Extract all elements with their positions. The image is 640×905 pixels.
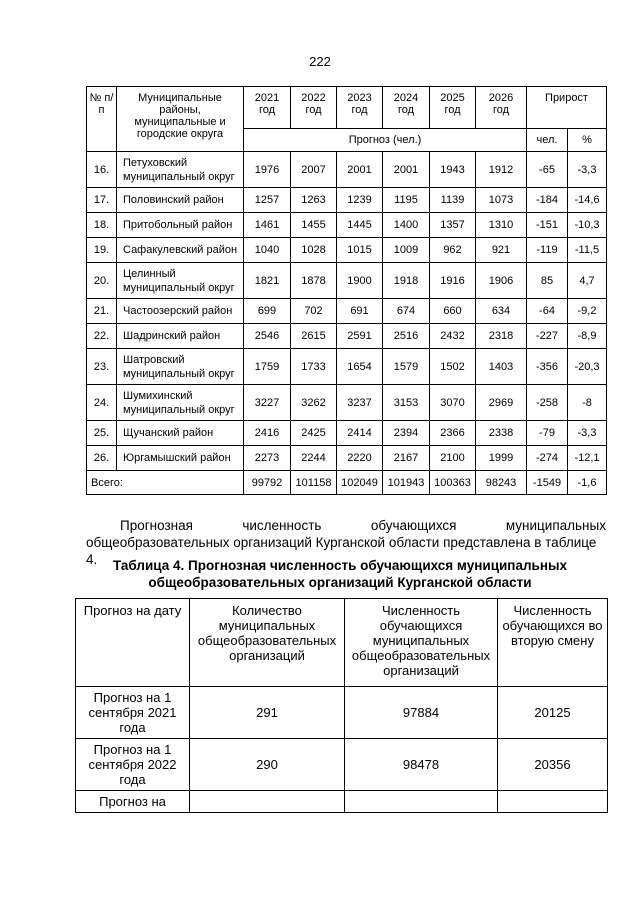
- year-value: 1239: [337, 188, 383, 213]
- district-name: Половинский район: [117, 188, 244, 213]
- growth-pct-value: -3,3: [568, 421, 607, 446]
- paragraph-word: Прогнозная: [120, 518, 193, 533]
- growth-abs-value: -119: [527, 238, 568, 263]
- year-value: 1195: [383, 188, 430, 213]
- year-value: 1445: [337, 213, 383, 238]
- paragraph-word: численность: [242, 518, 322, 533]
- total-value: 99792: [244, 471, 291, 495]
- total-value: -1549: [527, 471, 568, 495]
- year-value: 2100: [430, 446, 476, 471]
- district-name: Шадринский район: [117, 324, 244, 349]
- table-row: [87, 385, 607, 421]
- year-value: 660: [430, 299, 476, 324]
- growth-abs-value: 85: [527, 263, 568, 299]
- growth-abs-value: -64: [527, 299, 568, 324]
- paragraph-line-2: общеобразовательных организаций Курганской области представлена в таблице 4.: [86, 535, 597, 567]
- year-value: 962: [430, 238, 476, 263]
- year-value: 1916: [430, 263, 476, 299]
- table-row: [87, 213, 607, 238]
- table-row: [87, 421, 607, 446]
- year-value: 921: [476, 238, 527, 263]
- district-name: Шатровский муниципальный округ: [117, 349, 244, 385]
- t4-row-students: [345, 791, 498, 813]
- row-number: 24.: [87, 385, 117, 421]
- year-value: 1976: [244, 152, 291, 188]
- district-name: Сафакулевский район: [117, 238, 244, 263]
- growth-abs-value: -65: [527, 152, 568, 188]
- district-name: Целинный муниципальный округ: [117, 263, 244, 299]
- growth-pct-value: -8: [568, 385, 607, 421]
- header-district: Муниципальные районы, муниципальные и городские округа: [117, 87, 244, 152]
- year-value: 1040: [244, 238, 291, 263]
- header-year-2025: 2025 год: [430, 87, 476, 129]
- table-row: [87, 152, 607, 188]
- year-value: 2001: [383, 152, 430, 188]
- year-value: 702: [291, 299, 337, 324]
- year-value: 2414: [337, 421, 383, 446]
- growth-abs-value: -274: [527, 446, 568, 471]
- total-label: Всего:: [87, 471, 244, 495]
- total-value: 101943: [383, 471, 430, 495]
- paragraph-word: муниципальных: [505, 518, 606, 533]
- district-forecast-table: [86, 86, 607, 495]
- t4-row-count: 290: [190, 739, 345, 791]
- table-row: [76, 739, 608, 791]
- year-value: 2007: [291, 152, 337, 188]
- row-number: 23.: [87, 349, 117, 385]
- year-value: 1918: [383, 263, 430, 299]
- growth-pct-value: -8,9: [568, 324, 607, 349]
- year-value: 1461: [244, 213, 291, 238]
- growth-pct-value: -12,1: [568, 446, 607, 471]
- district-name: Щучанский район: [117, 421, 244, 446]
- t4-header-date: Прогноз на дату: [76, 599, 190, 687]
- growth-pct-value: -10,3: [568, 213, 607, 238]
- year-value: 1028: [291, 238, 337, 263]
- year-value: 1900: [337, 263, 383, 299]
- year-value: 2546: [244, 324, 291, 349]
- t4-row-second-shift: 20356: [498, 739, 608, 791]
- t4-row-count: 291: [190, 687, 345, 739]
- year-value: 1759: [244, 349, 291, 385]
- year-value: 634: [476, 299, 527, 324]
- t4-row-label: Прогноз на 1 сентября 2021 года: [76, 687, 190, 739]
- header-year-2021: 2021 год: [244, 87, 291, 129]
- caption-line-1: Таблица 4. Прогнозная численность обучающихся муниципальных: [112, 558, 568, 573]
- total-value: -1,6: [568, 471, 607, 495]
- growth-pct-value: 4,7: [568, 263, 607, 299]
- year-value: 1878: [291, 263, 337, 299]
- t4-header-students: Численность обучающихся муниципальных общеобразовательных организаций: [345, 599, 498, 687]
- t4-row-second-shift: [498, 791, 608, 813]
- year-value: 1654: [337, 349, 383, 385]
- year-value: 1357: [430, 213, 476, 238]
- t4-row-second-shift: 20125: [498, 687, 608, 739]
- header-growth-abs: чел.: [527, 129, 568, 152]
- year-value: 2318: [476, 324, 527, 349]
- year-value: 2969: [476, 385, 527, 421]
- t4-row-count: [190, 791, 345, 813]
- year-value: 2432: [430, 324, 476, 349]
- table-row: [87, 299, 607, 324]
- total-value: 102049: [337, 471, 383, 495]
- year-value: 1400: [383, 213, 430, 238]
- year-value: 674: [383, 299, 430, 324]
- year-value: 2167: [383, 446, 430, 471]
- year-value: 3070: [430, 385, 476, 421]
- row-number: 17.: [87, 188, 117, 213]
- header-year-2026: 2026 год: [476, 87, 527, 129]
- year-value: 1502: [430, 349, 476, 385]
- table-row: [76, 791, 608, 813]
- table-row: [87, 349, 607, 385]
- year-value: 691: [337, 299, 383, 324]
- district-name: Притобольный район: [117, 213, 244, 238]
- growth-abs-value: -79: [527, 421, 568, 446]
- year-value: 2273: [244, 446, 291, 471]
- year-value: 2615: [291, 324, 337, 349]
- year-value: 3153: [383, 385, 430, 421]
- growth-abs-value: -227: [527, 324, 568, 349]
- growth-pct-value: -9,2: [568, 299, 607, 324]
- row-number: 22.: [87, 324, 117, 349]
- year-value: 1943: [430, 152, 476, 188]
- t4-header-orgs: Количество муниципальных общеобразовательных организаций: [190, 599, 345, 687]
- year-value: 3262: [291, 385, 337, 421]
- growth-pct-value: -14,6: [568, 188, 607, 213]
- district-name: Шумихинский муниципальный округ: [117, 385, 244, 421]
- header-num: № п/п: [87, 87, 117, 152]
- header-year-2023: 2023 год: [337, 87, 383, 129]
- year-value: 2220: [337, 446, 383, 471]
- growth-abs-value: -356: [527, 349, 568, 385]
- table-row: [87, 446, 607, 471]
- table4-caption: [60, 557, 620, 591]
- year-value: 1139: [430, 188, 476, 213]
- year-value: 1310: [476, 213, 527, 238]
- year-value: 699: [244, 299, 291, 324]
- header-forecast: Прогноз (чел.): [244, 129, 527, 152]
- total-value: 101158: [291, 471, 337, 495]
- year-value: 1906: [476, 263, 527, 299]
- district-name: Петуховский муниципальный округ: [117, 152, 244, 188]
- table-row: [87, 324, 607, 349]
- year-value: 1579: [383, 349, 430, 385]
- growth-pct-value: -11,5: [568, 238, 607, 263]
- year-value: 2394: [383, 421, 430, 446]
- caption-line-2: общеобразовательных организаций Курганской области: [148, 575, 532, 590]
- row-number: 19.: [87, 238, 117, 263]
- year-value: 2244: [291, 446, 337, 471]
- header-year-2022: 2022 год: [291, 87, 337, 129]
- t4-header-second-shift: Численность обучающихся во вторую смену: [498, 599, 608, 687]
- table-row: [87, 263, 607, 299]
- year-value: 2366: [430, 421, 476, 446]
- row-number: 25.: [87, 421, 117, 446]
- year-value: 1999: [476, 446, 527, 471]
- t4-row-students: 97884: [345, 687, 498, 739]
- t4-row-label: Прогноз на 1 сентября 2022 года: [76, 739, 190, 791]
- header-growth-pct: %: [568, 129, 607, 152]
- students-forecast-table: [75, 598, 608, 813]
- header-growth: Прирост: [527, 87, 607, 129]
- year-value: 1912: [476, 152, 527, 188]
- year-value: 2425: [291, 421, 337, 446]
- paragraph-word: обучающихся: [370, 518, 457, 533]
- district-name: Частоозерский район: [117, 299, 244, 324]
- year-value: 1455: [291, 213, 337, 238]
- t4-row-students: 98478: [345, 739, 498, 791]
- growth-pct-value: -20,3: [568, 349, 607, 385]
- year-value: 1403: [476, 349, 527, 385]
- total-value: 100363: [430, 471, 476, 495]
- year-value: 1009: [383, 238, 430, 263]
- growth-abs-value: -184: [527, 188, 568, 213]
- year-value: 2516: [383, 324, 430, 349]
- row-number: 18.: [87, 213, 117, 238]
- year-value: 1821: [244, 263, 291, 299]
- header-year-2024: 2024 год: [383, 87, 430, 129]
- district-name: Юргамышский район: [117, 446, 244, 471]
- total-row: [87, 471, 607, 495]
- table-row: [87, 188, 607, 213]
- year-value: 1257: [244, 188, 291, 213]
- year-value: 2001: [337, 152, 383, 188]
- year-value: 1733: [291, 349, 337, 385]
- year-value: 3227: [244, 385, 291, 421]
- row-number: 26.: [87, 446, 117, 471]
- t4-row-label: Прогноз на: [76, 791, 190, 813]
- year-value: 2416: [244, 421, 291, 446]
- total-value: 98243: [476, 471, 527, 495]
- year-value: 1263: [291, 188, 337, 213]
- year-value: 1073: [476, 188, 527, 213]
- year-value: 3237: [337, 385, 383, 421]
- page-number: 222: [309, 54, 331, 69]
- table-row: [76, 687, 608, 739]
- growth-abs-value: -258: [527, 385, 568, 421]
- year-value: 1015: [337, 238, 383, 263]
- table-row: [87, 238, 607, 263]
- paragraph-line-1: [86, 517, 606, 534]
- year-value: 2591: [337, 324, 383, 349]
- growth-pct-value: -3,3: [568, 152, 607, 188]
- year-value: 2338: [476, 421, 527, 446]
- row-number: 20.: [87, 263, 117, 299]
- row-number: 21.: [87, 299, 117, 324]
- growth-abs-value: -151: [527, 213, 568, 238]
- row-number: 16.: [87, 152, 117, 188]
